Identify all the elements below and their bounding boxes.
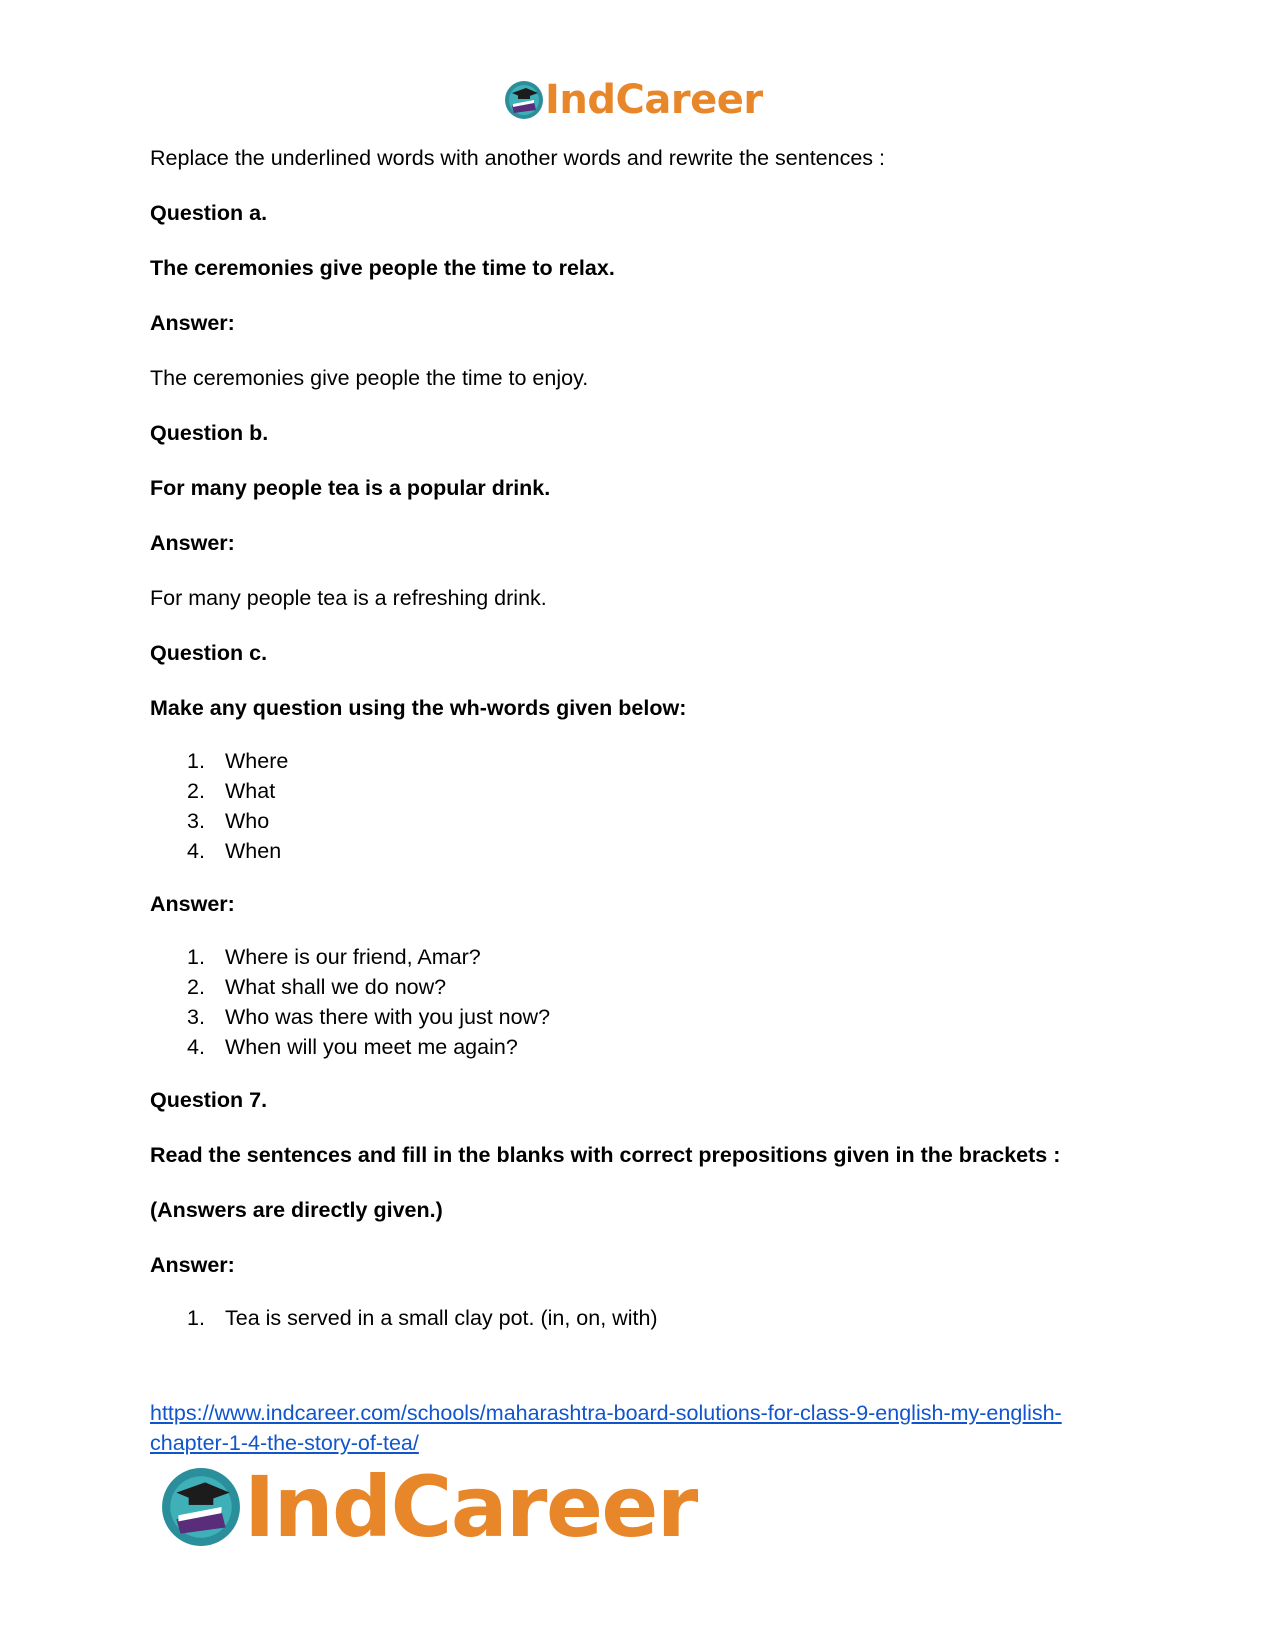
list-item: 3. Who: [187, 809, 270, 833]
list-item: 3. Who was there with you just now?: [187, 1005, 551, 1029]
question-b-heading: Question b.: [150, 421, 269, 445]
question-7-note: (Answers are directly given.): [150, 1198, 443, 1222]
list-item: 1. Tea is served in a small clay pot. (in, on, with): [187, 1306, 658, 1330]
graduation-cap-book-icon: [160, 1466, 242, 1548]
main-content: [150, 145, 1150, 1333]
question-b-answer: For many people tea is a refreshing drink.: [150, 586, 547, 610]
question-7-answer-label: Answer:: [150, 1253, 235, 1277]
question-c-heading: Question c.: [150, 641, 268, 665]
source-url-link[interactable]: https://www.indcareer.com/schools/maharashtra-board-solutions-for-class-9-english-my-english- chapter-1-4-the-story-of-tea/: [150, 1401, 1062, 1455]
question-b-answer-label: Answer:: [150, 531, 235, 555]
wh-words-list: [150, 746, 1150, 866]
wh-answers-list: [150, 942, 1150, 1062]
list-item: 1. Where: [187, 749, 289, 773]
indcareer-logo-header: [504, 77, 763, 123]
list-item: 2. What shall we do now?: [187, 975, 447, 999]
indcareer-logo-footer: [160, 1458, 697, 1556]
question-a-text: The ceremonies give people the time to relax.: [150, 256, 615, 280]
logo-wordmark: IndCareer: [545, 77, 763, 123]
question-a-heading: Question a.: [150, 201, 268, 225]
question-a-answer: The ceremonies give people the time to enjoy.: [150, 366, 589, 390]
instruction-text: Replace the underlined words with another words and rewrite the sentences :: [150, 146, 885, 170]
question-b-text: For many people tea is a popular drink.: [150, 476, 551, 500]
list-item: 2. What: [187, 779, 276, 803]
graduation-cap-book-icon: [504, 80, 544, 120]
logo-wordmark: IndCareer: [244, 1458, 697, 1556]
question-7-heading: Question 7.: [150, 1088, 268, 1112]
list-item: 4. When: [187, 839, 282, 863]
question-c-answer-label: Answer:: [150, 892, 235, 916]
question-c-text: Make any question using the wh-words given below:: [150, 696, 687, 720]
list-item: 1. Where is our friend, Amar?: [187, 945, 481, 969]
list-item: 4. When will you meet me again?: [187, 1035, 518, 1059]
question-a-answer-label: Answer:: [150, 311, 235, 335]
question-7-text: Read the sentences and fill in the blanks with correct prepositions given in the brackets :: [150, 1143, 1061, 1167]
prepositions-answers-list: [150, 1303, 1150, 1333]
